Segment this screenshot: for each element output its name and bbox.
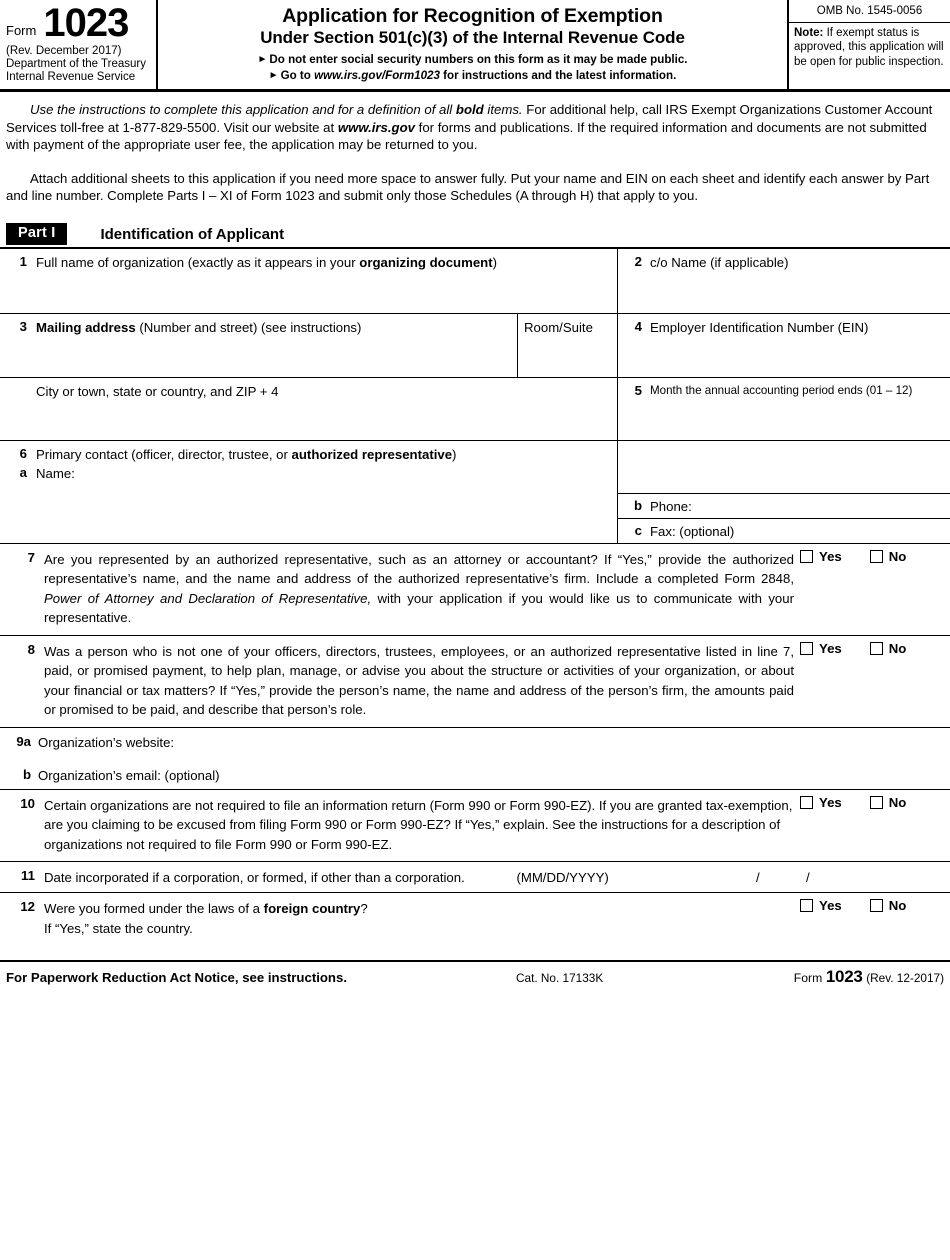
footer-form-number: 1023 (825, 967, 863, 987)
line-6-label (36, 446, 456, 463)
goto-pre-text: Go to (280, 69, 315, 82)
line-7-yes-checkbox[interactable] (800, 550, 813, 563)
triangle-right-icon-2: ► (268, 70, 279, 81)
intro-block (0, 92, 950, 205)
line-11-number: 11 (21, 868, 35, 884)
line-8-no-option[interactable] (870, 642, 907, 655)
line-12-yes-label: Yes (819, 898, 842, 914)
field-date-incorporated[interactable] (44, 862, 950, 892)
line-9b-letter: b (22, 766, 31, 782)
line-11-date-format-hint: (MM/DD/YYYY) (516, 870, 609, 886)
line-10-question-text: Certain organizations are not required to file an information return (Form 990 or Form 990-EZ). If you are granted tax-exemption, are you claiming to be excused from filing Form 990 or Form 990-EZ? If “Yes,” explain. See the instructions for a description of organizations not required to file Form 990 or Form 990-EZ. (44, 797, 793, 852)
field-accounting-period-month[interactable] (617, 378, 950, 440)
line-7-no-label: No (888, 548, 907, 564)
row-city-line-5 (0, 378, 950, 441)
line-8-no-label: No (888, 640, 907, 656)
field-full-name-of-organization[interactable] (0, 249, 617, 313)
intro-p1-bold-word: bold (455, 102, 484, 117)
form-masthead (0, 0, 950, 92)
line-7-yes-label: Yes (819, 548, 842, 564)
city-state-zip-label: City or town, state or country, and ZIP + 4 (36, 383, 279, 399)
line-5-number: 5 (634, 382, 642, 398)
masthead-left-identity (0, 0, 158, 89)
line-12-no-option[interactable] (870, 899, 907, 912)
line-6-label-pre: Primary contact (officer, director, trustee, or (36, 446, 292, 462)
irs-form1023-url[interactable]: www.irs.gov/Form1023 (314, 69, 440, 82)
omb-number: OMB No. 1545-0056 (789, 0, 950, 23)
line-7-no-option[interactable] (870, 550, 907, 563)
line-12-number: 12 (20, 899, 35, 915)
field-city-state-zip[interactable] (0, 378, 617, 440)
line-7-answer-area (794, 544, 950, 635)
masthead-title-block (158, 0, 787, 89)
line-8-question-text: Was a person who is not one of your officers, directors, trustees, employees, or an authorized representative listed in line 7, paid, or promised payment, to help plan, manage, or advise you about the structure or activities of your organization, or about your financial or tax matters? If “Yes,” provide the person’s name, the name and address of the person’s firm, the amounts paid or promised to be paid, and describe that person’s role. (44, 643, 794, 718)
form-footer (0, 960, 950, 987)
form-word-label: Form (6, 23, 37, 38)
line-12-label-bold: foreign country (263, 901, 361, 917)
row-line-3-4 (0, 314, 950, 378)
part-1-title: Identification of Applicant (100, 225, 285, 243)
line-7-yes-option[interactable] (800, 550, 842, 563)
line-5-label: Month the annual accounting period ends (01 – 12) (650, 383, 913, 397)
line-7-yes-no-group (794, 550, 950, 563)
line-10-yes-option[interactable] (800, 796, 842, 809)
paperwork-reduction-notice: For Paperwork Reduction Act Notice, see instructions. (6, 970, 347, 986)
goto-post-text: for instructions and the latest information. (439, 69, 677, 82)
field-contact-phone[interactable] (618, 493, 950, 518)
row-line-11 (0, 862, 950, 893)
intro-p1-italic-lead: Use the instructions to complete this application and for a definition of all (30, 102, 456, 117)
line-10-answer-area (794, 790, 950, 862)
line-12-main-label (44, 899, 794, 919)
row-line-10 (0, 789, 950, 863)
contact-blank-spacer (618, 441, 950, 493)
row-line-1-2 (0, 249, 950, 314)
intro-p1-italic-tail: items. (483, 102, 523, 117)
line-12-label-pre: Were you formed under the laws of a (44, 901, 264, 917)
catalog-number: Cat. No. 17133K (516, 971, 604, 986)
line-8-answer-area (794, 636, 950, 727)
irs-gov-url[interactable]: www.irs.gov (337, 119, 415, 135)
line-10-no-label: No (888, 794, 907, 810)
line-10-number: 10 (20, 795, 35, 811)
intro-paragraph-2: Attach additional sheets to this application if you need more space to answer fully. Put your name and EIN on each sheet and identify each answer by Part and line number. Complete Parts I – XI of Form 1023 and submit only those Schedules (A through H) that apply to you. (6, 170, 930, 204)
line-3-number: 3 (19, 318, 27, 334)
line-11-slash-1: / (756, 870, 760, 886)
line-7-text-part2: with your application if you would like us to communicate with your representative. (44, 590, 794, 626)
row-line-7 (0, 544, 950, 636)
line-1-label-post: ) (492, 254, 498, 270)
line-11-slash-2: / (806, 870, 810, 886)
contact-phone-fax-stack (617, 441, 950, 543)
line-12-label-post: ? (360, 901, 368, 917)
line-10-yes-label: Yes (819, 794, 842, 810)
line-3-label-bold: Mailing address (36, 319, 136, 335)
line-6-label-bold: authorized representative (291, 446, 453, 462)
room-suite-label: Room/Suite (524, 319, 593, 335)
line-7-text-italic: Power of Attorney and Declaration of Representative, (44, 590, 372, 606)
form-title-primary: Application for Recognition of Exemption (282, 5, 663, 27)
line-6a-label: Name: (36, 465, 75, 481)
masthead-bullet-url (162, 68, 783, 84)
line-9a-number: 9a (16, 733, 31, 749)
line-10-yes-no-group (794, 796, 950, 809)
field-contact-fax[interactable] (618, 518, 950, 543)
public-inspection-note (789, 23, 950, 71)
form-number: 1023 (43, 1, 129, 45)
line-7-no-checkbox[interactable] (870, 550, 883, 563)
field-primary-contact[interactable] (0, 441, 617, 533)
footer-form-word: Form (793, 971, 823, 986)
line-12-yes-checkbox[interactable] (800, 899, 813, 912)
field-website-email-block (0, 728, 950, 789)
footer-form-identity (794, 967, 944, 987)
note-text: If exempt status is approved, this application will be open for public inspection. (794, 27, 944, 68)
line-12-no-label: No (888, 898, 907, 914)
row-line-8 (0, 636, 950, 728)
intro-paragraph-1 (6, 92, 944, 154)
line-10-no-checkbox[interactable] (870, 796, 883, 809)
masthead-bullet-ssn-text: Do not enter social security numbers on this form as it may be made public. (269, 53, 688, 66)
line-1-number: 1 (19, 253, 27, 269)
department-label: Department of the Treasury (6, 58, 146, 71)
line-6-number: 6 (19, 445, 27, 461)
intro-p1-rest-a: For additional help, call IRS Exempt Organizations Customer Account Services toll-free at 1-877-829-5500. Visit our website at (6, 102, 933, 135)
line-6-label-post: ) (452, 446, 457, 462)
part-1-chip: Part I (6, 223, 67, 245)
field-room-suite[interactable] (517, 314, 617, 377)
field-co-name[interactable] (617, 249, 950, 313)
part-1-grid (0, 247, 950, 961)
line-11-label: Date incorporated if a corporation, or formed, if other than a corporation. (44, 870, 465, 886)
masthead-omb-block (787, 0, 950, 89)
line-12-no-checkbox[interactable] (870, 899, 883, 912)
line-2-label: c/o Name (if applicable) (650, 254, 789, 270)
intro-p1-rest-b: for forms and publications. If the required information and documents are not submitted with payment of the appropriate user fee, the application may be returned to you. (6, 119, 927, 153)
line-6c-letter: c (634, 522, 642, 538)
field-ein[interactable] (617, 314, 950, 377)
line-9a-label: Organization’s website: (38, 734, 175, 750)
line-9b-label: Organization’s email: (optional) (38, 767, 220, 783)
line-4-label: Employer Identification Number (EIN) (650, 319, 869, 335)
row-line-6 (0, 441, 950, 544)
line-8-yes-option[interactable] (800, 642, 842, 655)
line-12-question-text (44, 893, 794, 960)
line-1-label-bold: organizing document (359, 254, 493, 270)
line-1-label (36, 254, 497, 271)
line-6a-letter: a (19, 464, 27, 480)
line-12-yes-option[interactable] (800, 899, 842, 912)
part-1-header (0, 222, 950, 247)
line-8-yes-no-group (794, 642, 950, 655)
field-foreign-country-name[interactable]: If “Yes,” state the country. (44, 920, 193, 936)
line-1-label-pre: Full name of organization (exactly as it appears in your (36, 254, 360, 270)
agency-label: Internal Revenue Service (6, 71, 136, 84)
line-2-number: 2 (634, 253, 642, 269)
line-12-yes-no-group (794, 899, 950, 912)
field-organization-website[interactable] (0, 728, 950, 751)
line-3-label-rest: (Number and street) (see instructions) (135, 319, 362, 335)
form-revision: (Rev. December 2017) (6, 45, 122, 57)
line-3-label (36, 319, 361, 336)
line-7-number: 7 (27, 549, 35, 565)
row-line-9 (0, 728, 950, 789)
footer-revision: (Rev. 12-2017) (866, 971, 944, 986)
triangle-right-icon: ► (257, 54, 268, 65)
note-label: Note: (794, 27, 824, 39)
line-12-answer-area (794, 893, 950, 960)
line-6b-label: Phone: (650, 498, 692, 514)
line-7-question-text (44, 544, 794, 635)
form-title-secondary: Under Section 501(c)(3) of the Internal Revenue Code (260, 28, 685, 47)
line-6c-label: Fax: (optional) (650, 523, 735, 539)
line-8-yes-checkbox[interactable] (800, 642, 813, 655)
line-8-number: 8 (27, 641, 35, 657)
line-4-number: 4 (634, 318, 642, 334)
field-mailing-address[interactable] (0, 314, 517, 377)
line-6b-letter: b (633, 497, 642, 513)
form-number-line (6, 1, 150, 45)
line-8-yes-label: Yes (819, 640, 842, 656)
field-organization-email[interactable] (0, 751, 950, 789)
line-10-no-option[interactable] (870, 796, 907, 809)
masthead-bullet-ssn (162, 52, 783, 68)
line-10-yes-checkbox[interactable] (800, 796, 813, 809)
row-line-12 (0, 893, 950, 960)
line-8-no-checkbox[interactable] (870, 642, 883, 655)
line-7-text-part1: Are you represented by an authorized representative, such as an attorney or accountant? If “Yes,” provide the authorized representative’s name, and the name and address of the authorized representative’s firm. Include a completed Form 2848, (44, 551, 794, 587)
